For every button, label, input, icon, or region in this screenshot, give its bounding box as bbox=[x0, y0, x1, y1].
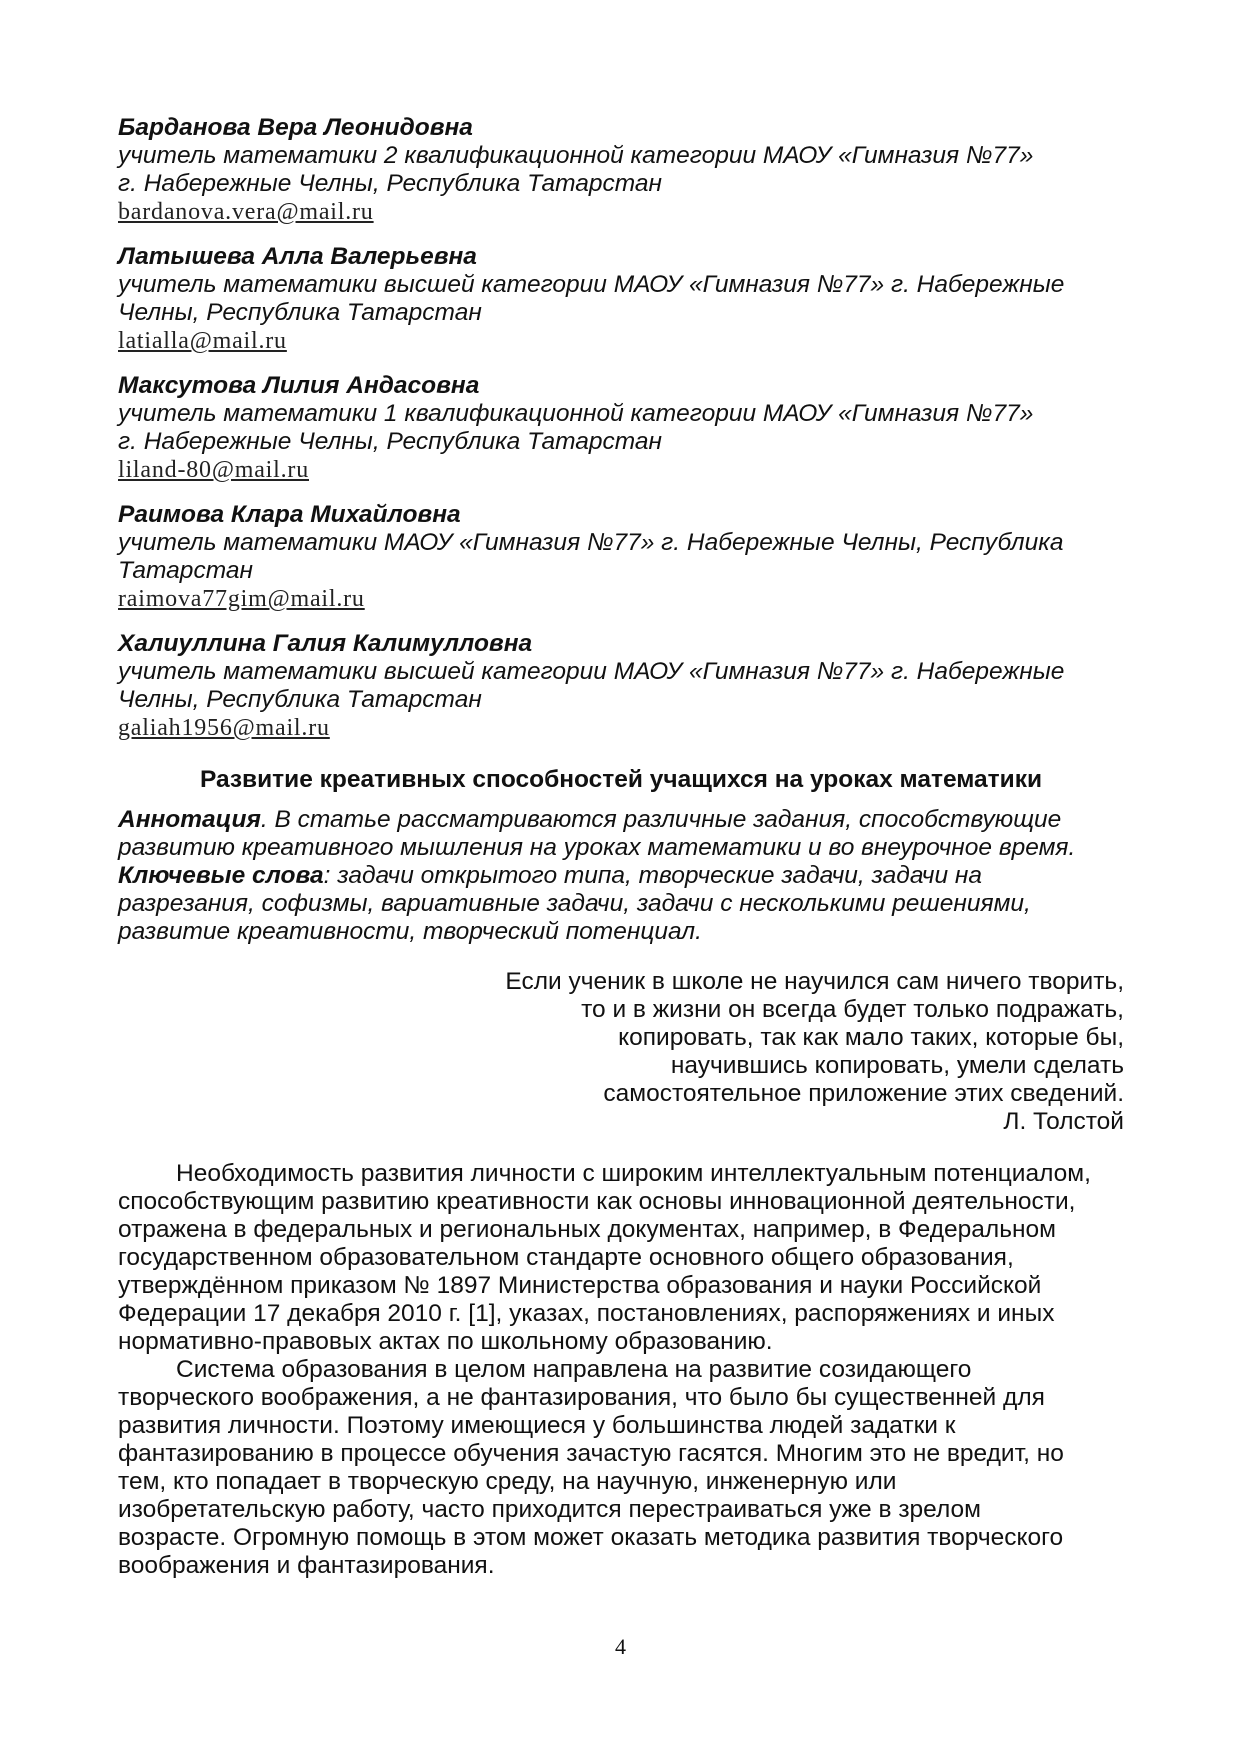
epigraph-line: Если ученик в школе не научился сам ничего творить, bbox=[505, 968, 1124, 995]
body-paragraph: Система образования в целом направлена на развитие созидающего творческого воображения, а не фантазирования, что было бы существенней для развития личности. Поэтому имеющиеся у большинства людей задатки к фантазированию в процессе обучения зачастую гасятся. Многим это не вредит, но тем, кто попадает в творческую среду, на научную, инженерную или изобретательскую работу, часто приходится перестраиваться уже в зрелом возрасте. Огромную помощь в этом может оказать методика развития творческого воображения и фантазирования. bbox=[118, 1356, 1064, 1579]
body-paragraph: Необходимость развития личности с широким интеллектуальным потенциалом, способствующим развитию креативности как основы инновационной деятельности, отражена в федеральных и региональных документах, например, в Федеральном государственном образовательном стандарте основного общего образования, утверждённом приказом № 1897 Министерства образования и науки Российской Федерации 17 декабря 2010 г. [1], указах, постановлениях, распоряжениях и иных нормативно-правовых актах по школьному образованию. bbox=[118, 1160, 1091, 1355]
page-number: 4 bbox=[615, 1634, 626, 1659]
epigraph bbox=[118, 968, 1124, 1136]
epigraph-line: научившись копировать, умели сделать bbox=[670, 1052, 1124, 1079]
author-email-link[interactable]: latialla@mail.ru bbox=[118, 328, 287, 354]
author-name: Раимова Клара Михайловна bbox=[118, 501, 461, 528]
author-name: Латышева Алла Валерьевна bbox=[118, 243, 477, 270]
author-email-link[interactable]: liland-80@mail.ru bbox=[118, 457, 309, 483]
author-email-link[interactable]: raimova77gim@mail.ru bbox=[118, 586, 365, 612]
author-block bbox=[118, 501, 1124, 613]
epigraph-line: копировать, так как мало таких, которые бы, bbox=[618, 1024, 1124, 1051]
author-position: учитель математики МАОУ «Гимназия №77» г. Набережные Челны, Республика Татарстан bbox=[118, 529, 1064, 584]
author-position: учитель математики высшей категории МАОУ «Гимназия №77» г. Набережные Челны, Республика Татарстан bbox=[118, 658, 1065, 713]
author-block bbox=[118, 372, 1124, 484]
author-block bbox=[118, 630, 1124, 742]
author-block bbox=[118, 114, 1124, 226]
author-email-link[interactable]: bardanova.vera@mail.ru bbox=[118, 199, 374, 225]
author-block bbox=[118, 243, 1124, 355]
author-position: учитель математики 1 квалификационной категории МАОУ «Гимназия №77» г. Набережные Челны, Республика Татарстан bbox=[118, 400, 1034, 455]
article-title: Развитие креативных способностей учащихся на уроках математики bbox=[199, 766, 1043, 793]
page-content bbox=[118, 114, 1124, 1580]
epigraph-line: самостоятельное приложение этих сведений. bbox=[603, 1080, 1124, 1107]
epigraph-author: Л. Толстой bbox=[1003, 1108, 1124, 1135]
author-position: учитель математики высшей категории МАОУ «Гимназия №77» г. Набережные Челны, Республика Татарстан bbox=[118, 271, 1065, 326]
article-body bbox=[118, 1160, 1124, 1580]
epigraph-line: то и в жизни он всегда будет только подражать, bbox=[581, 996, 1124, 1023]
author-position: учитель математики 2 квалификационной категории МАОУ «Гимназия №77» г. Набережные Челны, Республика Татарстан bbox=[118, 142, 1034, 197]
annotation-label: Аннотация bbox=[118, 806, 261, 833]
keywords: Ключевые слова: задачи открытого типа, творческие задачи, задачи на разрезания, софизмы, вариативные задачи, задачи с несколькими решениями, развитие креативности, творческий потенциал. bbox=[118, 862, 1031, 945]
author-name: Халиуллина Галия Калимулловна bbox=[118, 630, 533, 657]
author-name: Максутова Лилия Андасовна bbox=[118, 372, 480, 399]
author-email-link[interactable]: galiah1956@mail.ru bbox=[118, 715, 330, 741]
keywords-label: Ключевые слова bbox=[118, 862, 324, 889]
annotation: Аннотация. В статье рассматриваются различные задания, способствующие развитию креативного мышления на уроках математики и во внеурочное время. bbox=[118, 806, 1076, 861]
author-name: Барданова Вера Леонидовна bbox=[118, 114, 473, 141]
